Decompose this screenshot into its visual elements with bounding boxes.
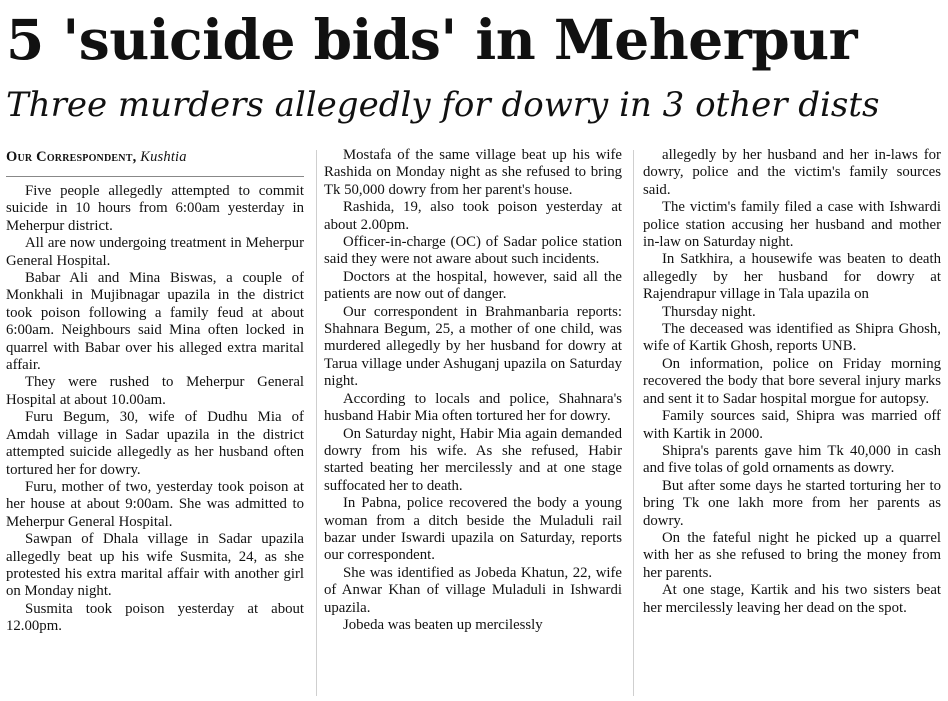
paragraph: Shipra's parents gave him Tk 40,000 in cash and five tolas of gold ornaments as dowry. (643, 442, 941, 477)
column-divider (316, 150, 317, 696)
paragraph: On information, police on Friday morning recovered the body that bore several injury marks and sent it to Sadar hospital morgue for autopsy. (643, 355, 941, 407)
column-3-body (643, 147, 941, 617)
column-2-body (324, 147, 622, 634)
paragraph: Five people allegedly attempted to commit suicide in 10 hours from 6:00am yesterday in Meherpur district. (6, 183, 304, 234)
column-divider (633, 150, 634, 696)
paragraph: In Satkhira, a housewife was beaten to death allegedly by her husband for dowry at Rajendrapur village in Tala upazila on (643, 251, 941, 303)
paragraph: Doctors at the hospital, however, said all the patients are now out of danger. (324, 268, 622, 303)
paragraph: Furu Begum, 30, wife of Dudhu Mia of Amdah village in Sadar upazila in the district attempted suicide allegedly as her husband often tortured her for dowry. (6, 409, 304, 478)
paragraph: Mostafa of the same village beat up his wife Rashida on Monday night as she refused to bring Tk 50,000 dowry from her parent's house. (324, 147, 622, 198)
paragraph: allegedly by her husband and her in-laws for dowry, police and the victim's family sources said. (643, 147, 941, 198)
byline-location: Kushtia (140, 149, 187, 165)
paragraph: On Saturday night, Habir Mia again demanded dowry from his wife. As she refused, Habir started beating her mercilessly and at one stage suffocated her to death. (324, 425, 622, 494)
column-1-body (6, 183, 304, 636)
paragraph: Babar Ali and Mina Biswas, a couple of Monkhali in Mujibnagar upazila in the district took poison following a family feud at about 6:00am. Neighbours said Mina often locked in quarrel with Babar over his alleged extra marital affair. (6, 270, 304, 374)
paragraph: Rashida, 19, also took poison yesterday at about 2.00pm. (324, 199, 622, 233)
paragraph: According to locals and police, Shahnara's husband Habir Mia often tortured her for dowry. (324, 390, 622, 425)
paragraph: Thursday night. (662, 303, 756, 320)
paragraph: At one stage, Kartik and his two sisters beat her mercilessly leaving her dead on the spot. (643, 582, 941, 616)
paragraph: She was identified as Jobeda Khatun, 22, wife of Anwar Khan of village Muladuli in Ishwardi upazila. (324, 564, 622, 616)
paragraph: All are now undergoing treatment in Meherpur General Hospital. (6, 235, 304, 269)
subheadline: Three murders allegedly for dowry in 3 other dists (6, 85, 880, 125)
headline: 5 'suicide bids' in Meherpur (6, 7, 858, 72)
paragraph: The deceased was identified as Shipra Ghosh, wife of Kartik Ghosh, reports UNB. (643, 321, 941, 355)
paragraph: They were rushed to Meherpur General Hospital at about 10.00am. (6, 374, 304, 408)
paragraph: Sawpan of Dhala village in Sadar upazila allegedly beat up his wife Susmita, 24, as she protested his extra marital affair with another girl on Monday night. (6, 531, 304, 600)
article-column-1 (6, 147, 304, 699)
byline (6, 147, 304, 177)
byline-author: Our Correspondent, (6, 149, 137, 165)
paragraph: Jobeda was beaten up mercilessly (343, 616, 543, 633)
paragraph: Family sources said, Shipra was married off with Kartik in 2000. (643, 408, 941, 442)
paragraph: On the fateful night he picked up a quarrel with her as she refused to bring the money from her parents. (643, 529, 941, 581)
paragraph: Susmita took poison yesterday at about 12.00pm. (6, 600, 304, 635)
paragraph: Officer-in-charge (OC) of Sadar police station said they were not aware about such incidents. (324, 234, 622, 268)
paragraph: Our correspondent in Brahmanbaria reports: Shahnara Begum, 25, a mother of one child, was murdered allegedly by her husband for dowry at Tarua village under Ashuganj upazila on Saturday night. (324, 303, 622, 390)
paragraph: The victim's family filed a case with Ishwardi police station accusing her husband and mother in-law on Saturday night. (643, 199, 941, 251)
article-column-2 (324, 147, 622, 699)
paragraph: In Pabna, police recovered the body a young woman from a ditch beside the Muladuli rail bazar under Iswardi upazila on Saturday, reports our correspondent. (324, 495, 622, 564)
paragraph: Furu, mother of two, yesterday took poison at her house at about 9:00am. She was admitted to Meherpur General Hospital. (6, 478, 304, 530)
article-column-3 (643, 147, 941, 699)
paragraph: But after some days he started torturing her to bring Tk one lakh more from her parents as dowry. (643, 477, 941, 529)
